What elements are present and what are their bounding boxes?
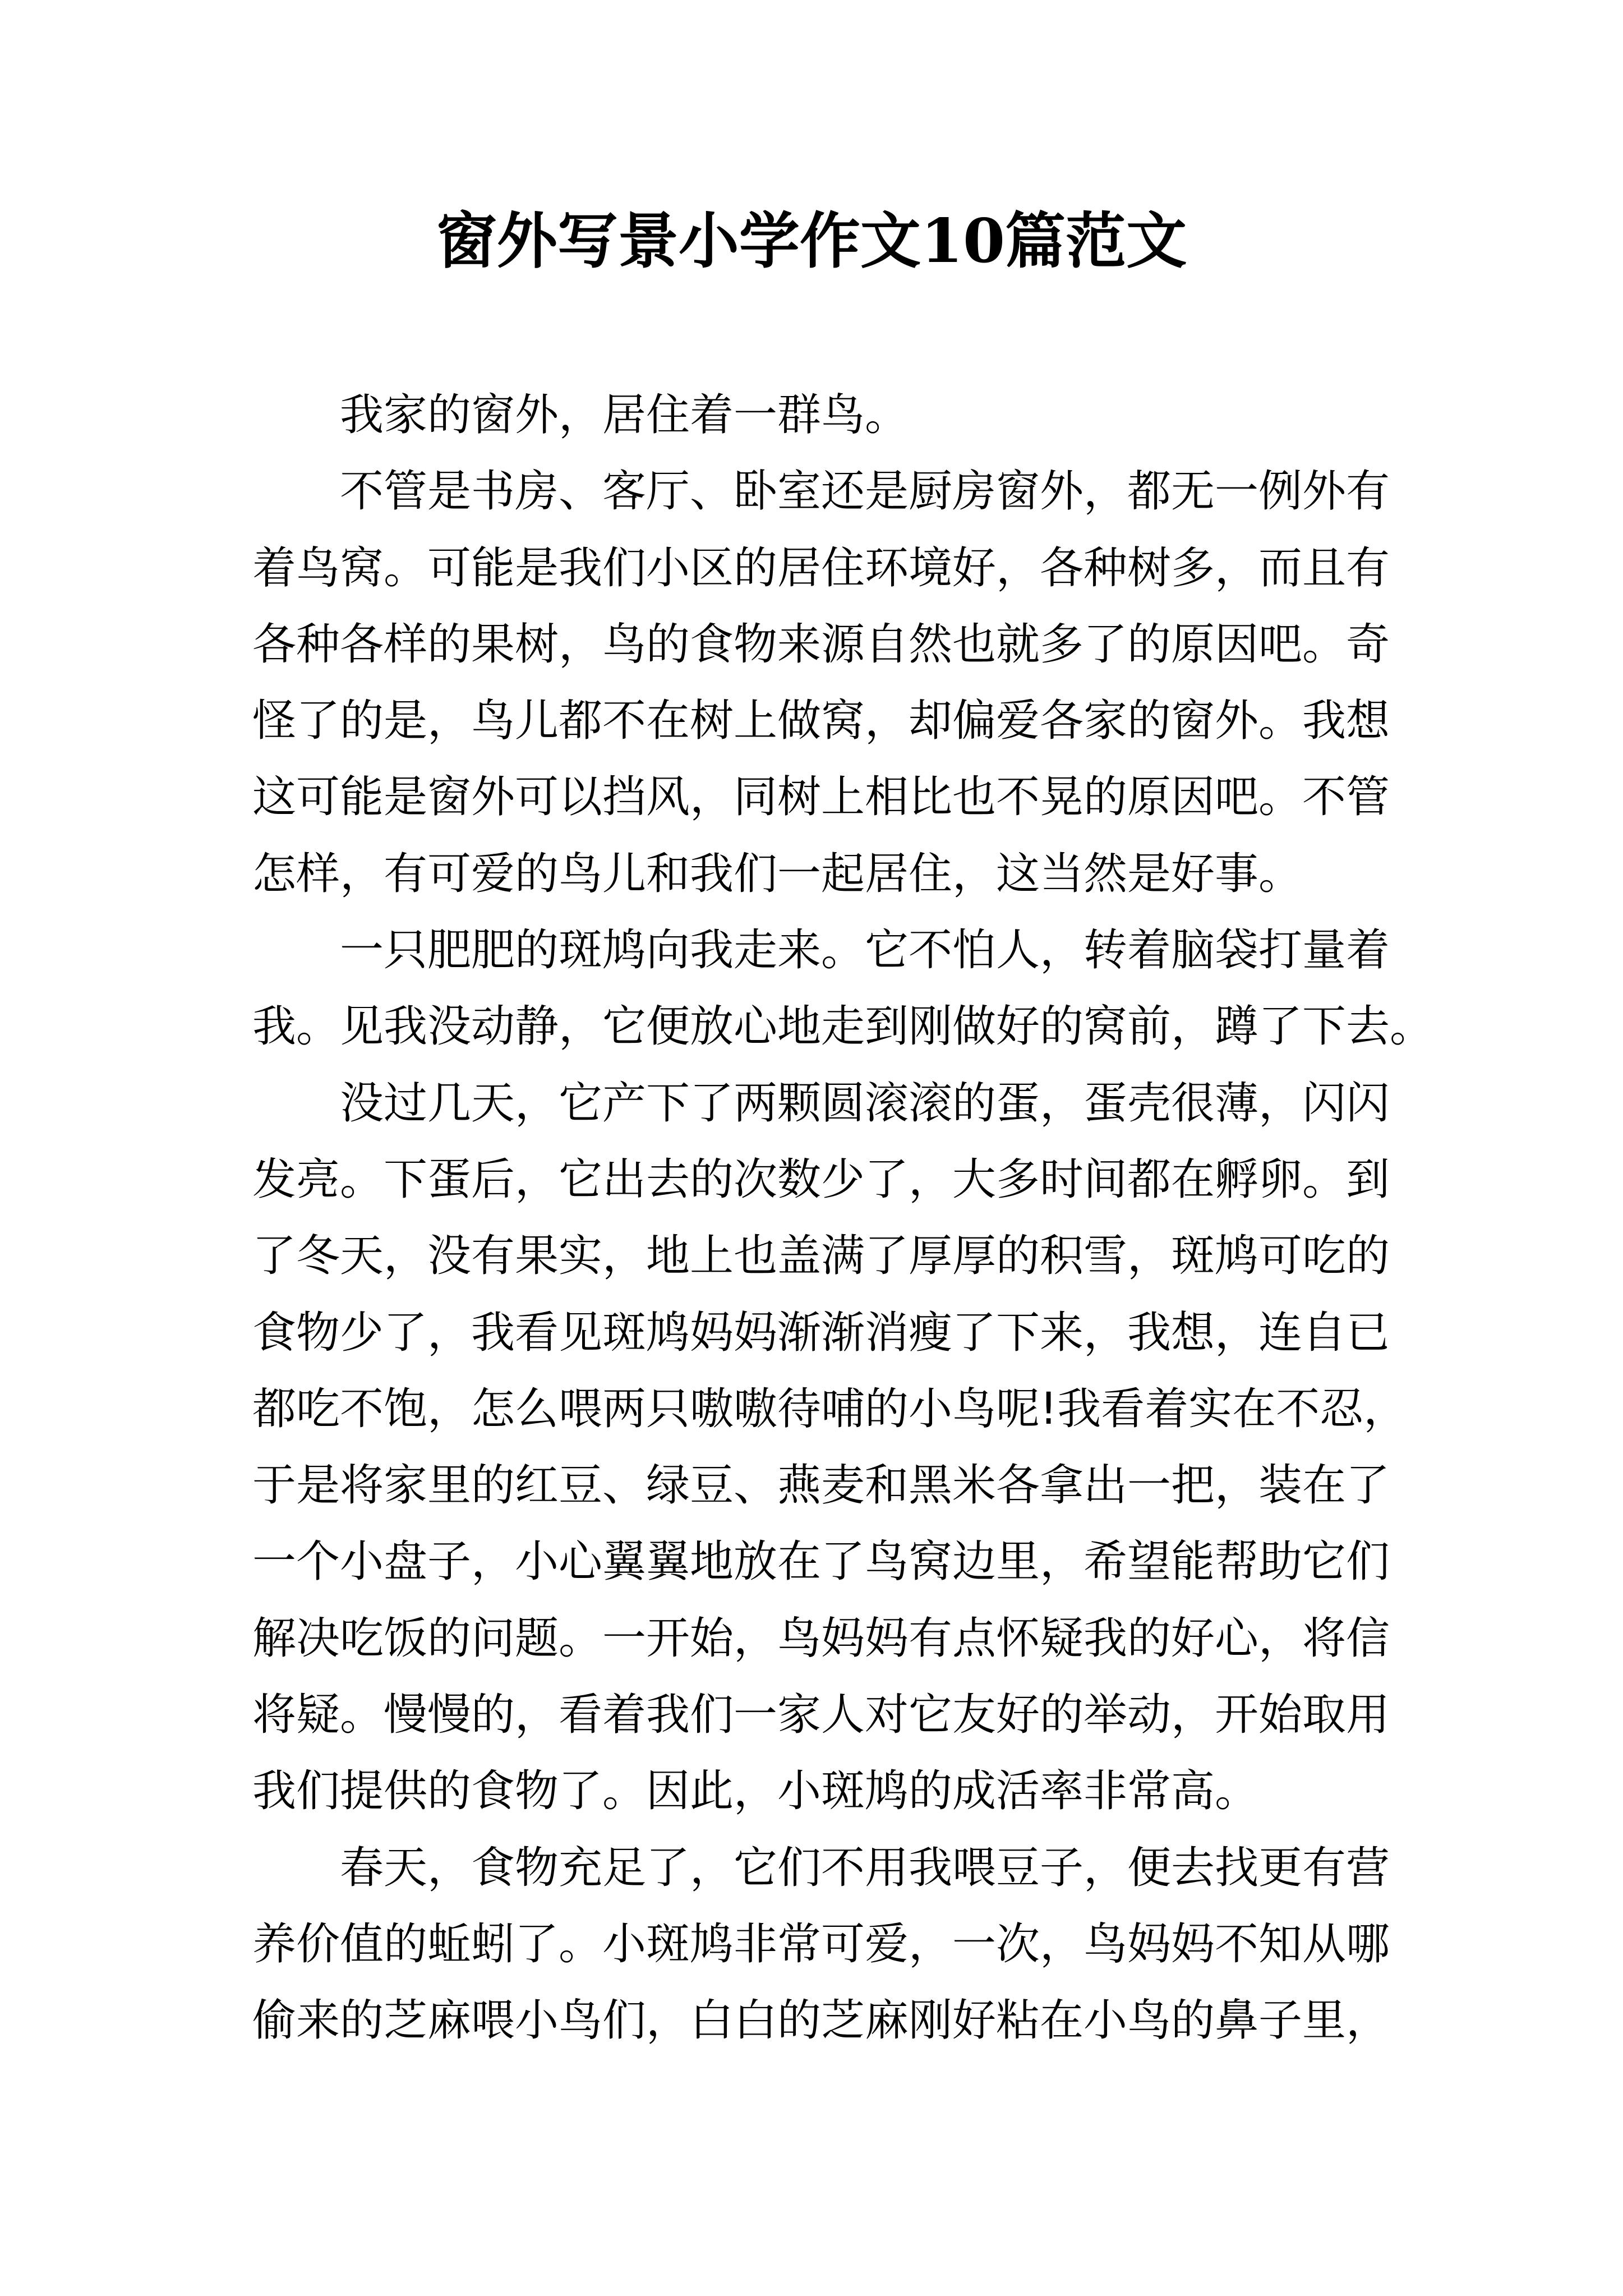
text-line: 偷来的芝麻喂小鸟们，白白的芝麻刚好粘在小鸟的鼻子里， xyxy=(252,1995,1390,2046)
paragraph xyxy=(252,453,1391,912)
text-line: 着鸟窝。可能是我们小区的居住环境好，各种树多，而且有 xyxy=(252,542,1390,593)
text-line: 发亮。下蛋后，它出去的次数少了，大多时间都在孵卵。到 xyxy=(252,1154,1390,1205)
text-line: 养价值的蚯蚓了。小斑鸠非常可爱，一次，鸟妈妈不知从哪 xyxy=(252,1918,1390,1970)
text-line: 一个小盘子，小心翼翼地放在了鸟窝边里，希望能帮助它们 xyxy=(252,1536,1390,1588)
paragraph xyxy=(252,1830,1391,2059)
text-line: 我。见我没动静，它便放心地走到刚做好的窝前，蹲了下去。 xyxy=(252,1001,1434,1052)
text-line: 怎样，有可爱的鸟儿和我们一起居住，这当然是好事。 xyxy=(252,848,1303,899)
paragraph xyxy=(252,377,1391,453)
text-line: 食物少了，我看见斑鸠妈妈渐渐消瘦了下来，我想，连自已 xyxy=(252,1307,1390,1358)
text-line: 怪了的是，鸟儿都不在树上做窝，却偏爱各家的窗外。我想 xyxy=(252,696,1390,747)
text-line: 了冬天，没有果实，地上也盖满了厚厚的积雪，斑鸠可吃的 xyxy=(252,1231,1390,1282)
text-line: 这可能是窗外可以挡风，同树上相比也不晃的原因吧。不管 xyxy=(252,772,1390,823)
text-line: 没过几天，它产下了两颗圆滚滚的蛋，蛋壳很薄，闪闪 xyxy=(340,1078,1390,1129)
text-line: 解决吃饭的问题。一开始，鸟妈妈有点怀疑我的好心，将信 xyxy=(252,1613,1390,1664)
document-title: 窗外写景小学作文10篇范文 xyxy=(436,206,1187,277)
paragraph xyxy=(252,1065,1408,1830)
text-line: 于是将家里的红豆、绿豆、燕麦和黑米各拿出一把，装在了 xyxy=(252,1460,1390,1511)
paragraph xyxy=(252,912,1434,1065)
text-line: 都吃不饱，怎么喂两只嗷嗷待哺的小鸟呢!我看着实在不忍， xyxy=(252,1383,1408,1434)
text-line: 各种各样的果树，鸟的食物来源自然也就多了的原因吧。奇 xyxy=(252,619,1390,670)
text-line: 春天，食物充足了，它们不用我喂豆子，便去找更有营 xyxy=(340,1842,1390,1893)
text-line: 我家的窗外，居住着一群鸟。 xyxy=(340,390,909,440)
text-line: 一只肥肥的斑鸠向我走来。它不怕人，转着脑袋打量着 xyxy=(340,925,1390,976)
document-body xyxy=(252,377,1434,2059)
text-line: 不管是书房、客厅、卧室还是厨房窗外，都无一例外有 xyxy=(340,466,1390,517)
text-line: 将疑。慢慢的，看着我们一家人对它友好的举动，开始取用 xyxy=(252,1690,1390,1741)
text-line: 我们提供的食物了。因此，小斑鸠的成活率非常高。 xyxy=(252,1766,1259,1817)
